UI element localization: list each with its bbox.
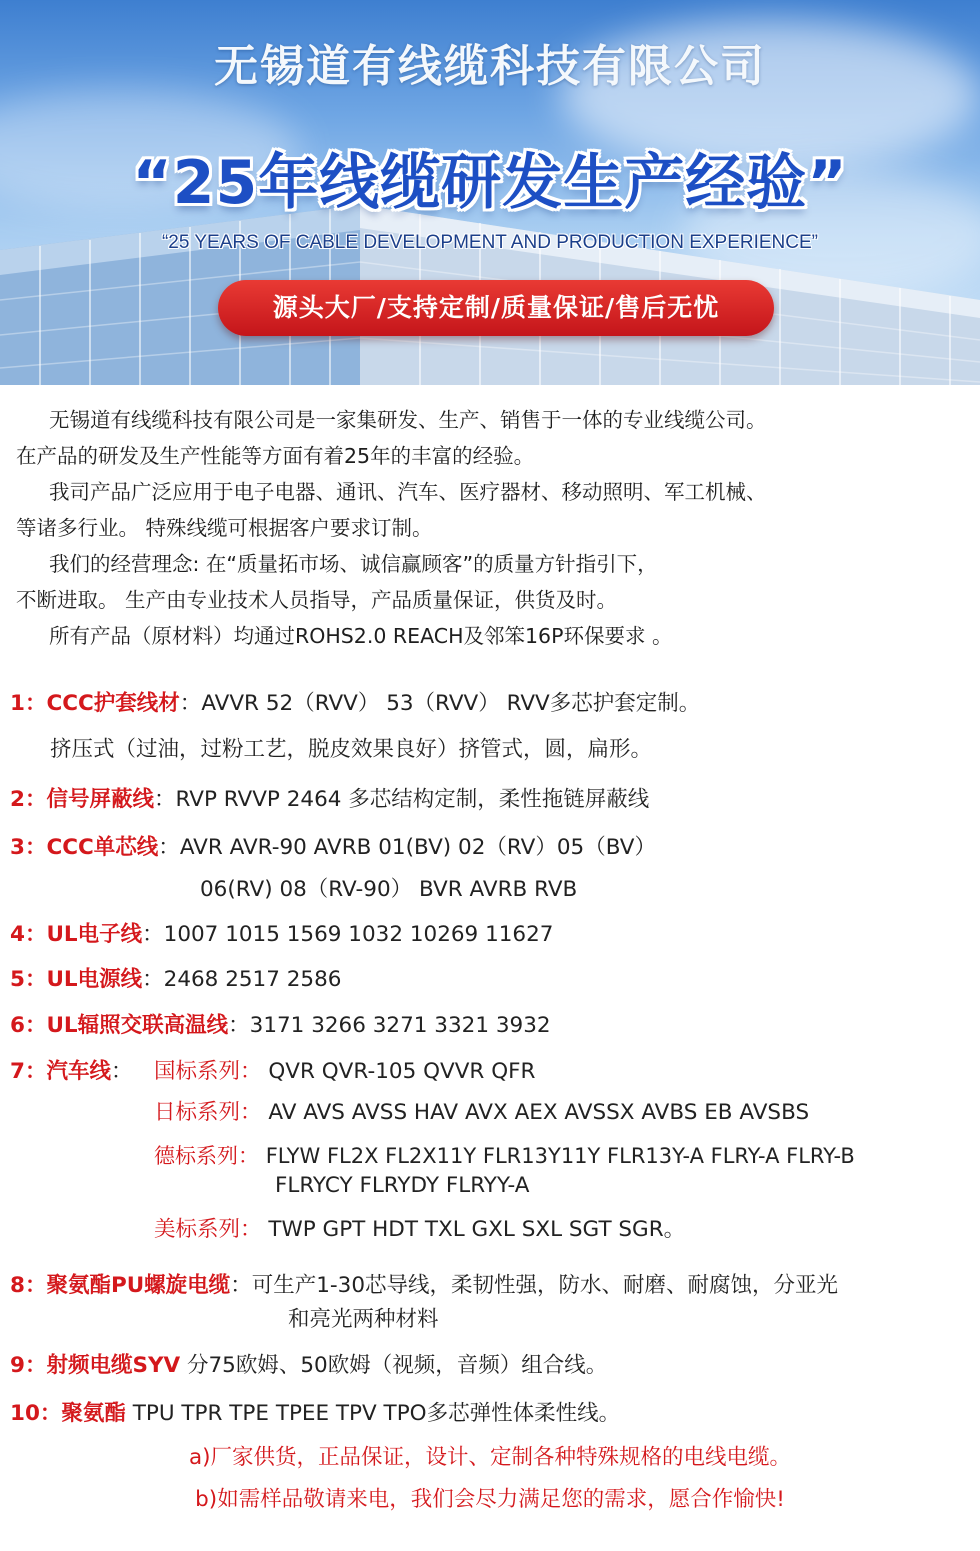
header-banner [0,0,980,385]
product-8 [10,1268,838,1299]
separator: ： [153,787,176,812]
product-2-label: 2：信号屏蔽线 [10,787,154,812]
product-3-models-cont: 06(RV) 08（RV-90） BVR AVRB RVB [200,877,578,902]
note-a: a)厂家供货，正品保证，设计、定制各种特殊规格的电线电缆。 [188,1445,792,1470]
product-8-desc: 可生产1-30芯导线，柔韧性强，防水、耐磨、耐腐蚀，分亚光 [251,1273,839,1298]
product-1-models: AVVR 52（RVV） 53（RVV） RVV多芯护套定制。 [201,691,701,716]
experience-headline-english: “25 YEARS OF CABLE DEVELOPMENT AND PRODUCTION EXPERIENCE” [161,232,818,253]
separator: ： [110,1059,133,1084]
product-7-din [154,1140,855,1170]
product-2 [10,782,649,813]
product-6-models: 3171 3266 3271 3321 3932 [249,1013,551,1038]
product-9-label: 9：射频电缆SYV [10,1353,181,1378]
product-2-models: RVP RVVP 2464 多芯结构定制，柔性拖链屏蔽线 [175,787,650,812]
product-1-label: 1：CCC护套线材 [10,691,180,716]
product-3-models: AVR AVR-90 AVRB 01(BV) 02（RV）05（BV） [179,835,656,860]
product-10 [10,1396,620,1427]
product-7-label: 7：汽车线 [10,1059,111,1084]
series-label-gb: 国标系列： [154,1059,262,1084]
separator: ： [179,691,202,716]
series-models-din: FLYW FL2X FL2X11Y FLR13Y11Y FLR13Y-A FLRY-A FLRY-B [265,1144,855,1168]
product-7-din-cont: FLRYCY FLRYDY FLRYY-A [275,1173,530,1198]
separator: ： [142,922,164,947]
series-models-jis: AV AVS AVSS HAV AVX AEX AVSSX AVBS EB AVSBS [268,1100,810,1125]
separator: ： [230,1273,252,1298]
product-4-label: 4：UL电子线 [10,922,143,947]
product-7-gb [154,1054,535,1085]
company-introduction [16,402,966,654]
product-7 [10,1054,132,1085]
product-6 [10,1008,551,1039]
series-label-jis: 日标系列： [154,1100,262,1125]
product-5 [10,962,341,993]
separator: ： [228,1013,250,1038]
separator: ： [142,967,164,992]
product-4 [10,917,553,948]
experience-headline: “25年线缆研发生产经验” [132,148,848,218]
product-9 [10,1348,607,1379]
product-5-models: 2468 2517 2586 [163,967,342,992]
company-title: 无锡道有线缆科技有限公司 [214,41,766,92]
series-models-sae: TWP GPT HDT TXL GXL SXL SGT SGR。 [268,1217,686,1242]
series-label-sae: 美标系列： [154,1217,262,1242]
separator: ： [158,835,180,860]
product-6-label: 6：UL辐照交联高温线 [10,1013,229,1038]
product-9-desc: 分75欧姆、50欧姆（视频，音频）组合线。 [180,1353,608,1378]
note-b: b)如需样品敬请来电，我们会尽力满足您的需求，愿合作愉快! [195,1487,785,1512]
product-7-jis [154,1095,809,1126]
product-10-label: 10：聚氨酯 [10,1401,126,1426]
product-5-label: 5：UL电源线 [10,967,143,992]
intro-line: 在产品的研发及生产性能等方面有着25年的丰富的经验。 [16,444,535,468]
product-10-desc: TPU TPR TPE TPEE TPV TPO多芯弹性体柔性线。 [125,1401,621,1426]
intro-line: 我们的经营理念: 在“质量拓市场、诚信赢顾客”的质量方针指引下， [49,552,658,576]
intro-line: 我司产品广泛应用于电子电器、通讯、汽车、医疗器材、移动照明、军工机械、 [49,480,767,504]
series-models-gb: QVR QVR-105 QVVR QFR [268,1059,536,1084]
product-1-detail: 挤压式（过油，过粉工艺，脱皮效果良好）挤管式，圆，扁形。 [50,737,653,762]
intro-line: 等诸多行业。 特殊线缆可根据客户要求订制。 [16,516,433,540]
product-7-sae [154,1212,685,1243]
slogan-pill: 源头大厂/支持定制/质量保证/售后无忧 [218,280,774,336]
series-label-din: 德标系列： [154,1144,259,1168]
intro-line: 所有产品（原材料）均通过ROHS2.0 REACH及邻笨16P环保要求 。 [49,624,673,648]
product-3 [10,830,656,861]
product-8-label: 8：聚氨酯PU螺旋电缆 [10,1273,231,1298]
product-3-label: 3：CCC单芯线 [10,835,159,860]
product-8-desc-cont: 和亮光两种材料 [288,1307,439,1332]
intro-line: 无锡道有线缆科技有限公司是一家集研发、生产、销售于一体的专业线缆公司。 [49,408,767,432]
intro-line: 不断进取。 生产由专业技术人员指导，产品质量保证，供货及时。 [16,588,618,612]
product-1 [10,686,700,717]
product-4-models: 1007 1015 1569 1032 10269 11627 [163,922,554,947]
